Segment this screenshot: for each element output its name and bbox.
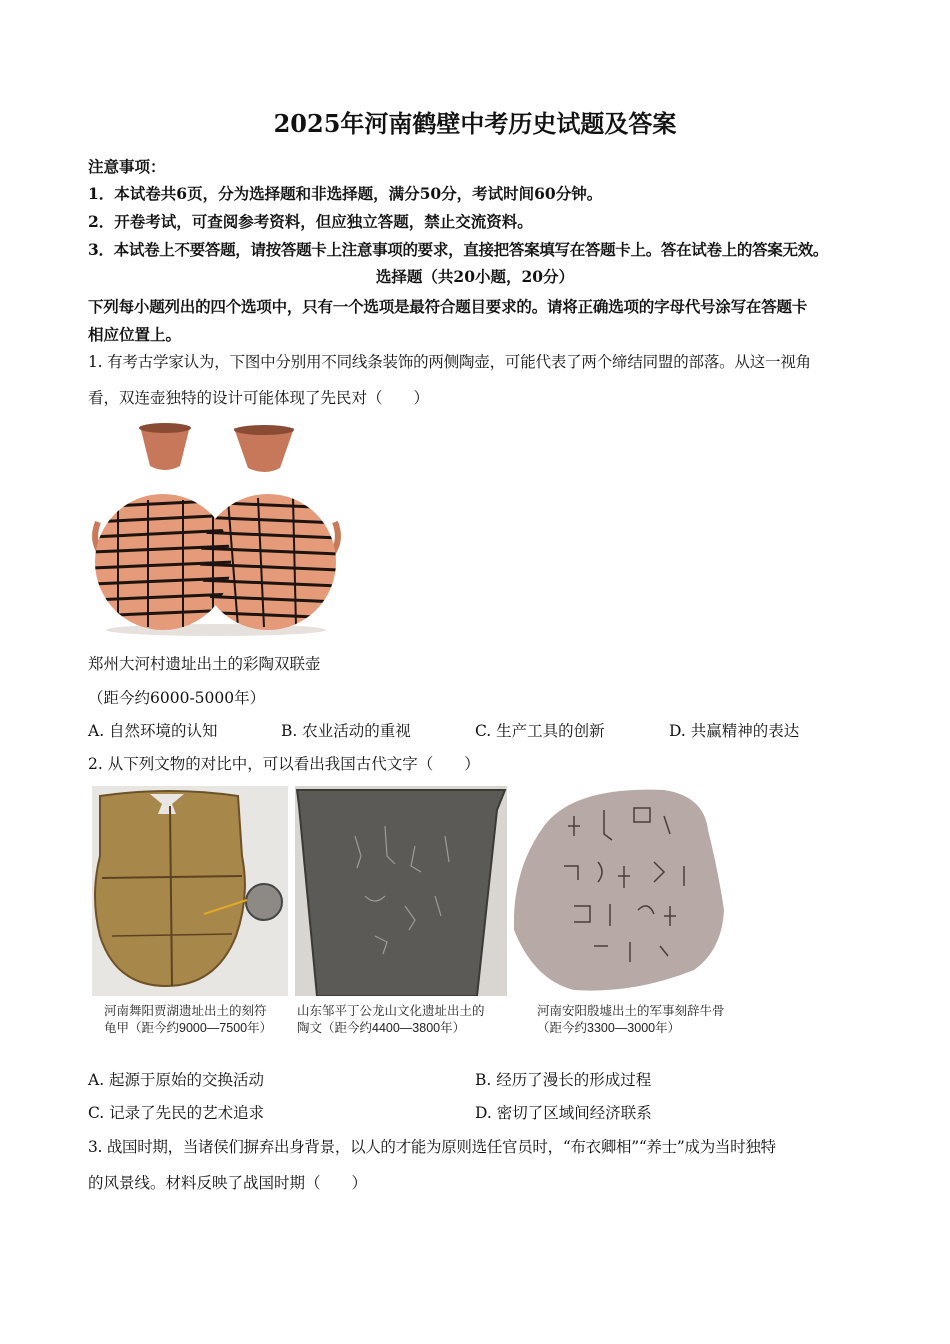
q1-option-b: B. 农业活动的重视 [281, 722, 411, 740]
oracle-bone-image [514, 786, 732, 996]
pottery-shard-caption-date: 陶文（距今约4400—3800年） [297, 1021, 466, 1035]
q2-option-b: B. 经历了漫长的形成过程 [475, 1071, 652, 1089]
q2-stem: 2. 从下列文物的对比中，可以看出我国古代文字（ ） [88, 755, 480, 773]
oracle-bone-caption: 河南安阳殷墟出土的军事刻辞牛骨 [537, 1004, 725, 1018]
q2-option-c: C. 记录了先民的艺术追求 [88, 1104, 265, 1122]
oracle-bone-caption-date: （距今约3300—3000年） [537, 1021, 681, 1035]
section-instruction: 下列每小题列出的四个选项中，只有一个选项是最符合题目要求的。请将正确选项的字母代号涂写在答题卡 [88, 297, 808, 316]
notice-heading: 注意事项： [88, 157, 166, 176]
q1-stem: 1. 有考古学家认为，下图中分别用不同线条装饰的两侧陶壶，可能代表了两个缔结同盟的部落。从这一视角 [88, 353, 811, 371]
notice-item: 2．开卷考试，可查阅参考资料，但应独立答题，禁止交流资料。 [88, 212, 533, 231]
q1-option-c: C. 生产工具的创新 [475, 722, 605, 740]
q3-stem: 3. 战国时期，当诸侯们摒弃出身背景，以人的才能为原则选任官员时，“布衣卿相”“养士”成为当时独特 [88, 1138, 776, 1156]
q1-image-caption: 郑州大河村遗址出土的彩陶双联壶 [88, 655, 321, 673]
section-heading: 选择题（共20小题，20分） [375, 267, 575, 286]
pottery-shard-image [295, 786, 507, 996]
q1-option-d: D. 共赢精神的表达 [669, 722, 800, 740]
q2-option-d: D. 密切了区域间经济联系 [475, 1104, 652, 1122]
q1-stem-cont: 看，双连壶独特的设计可能体现了先民对（ ） [88, 389, 430, 407]
notice-item: 1．本试卷共6页，分为选择题和非选择题，满分50分，考试时间60分钟。 [88, 184, 603, 203]
q3-stem-cont: 的风景线。材料反映了战国时期（ ） [88, 1174, 368, 1192]
q1-option-a: A. 自然环境的认知 [88, 722, 218, 740]
tortoise-shell-caption-date: 龟甲（距今约9000—7500年） [104, 1021, 273, 1035]
tortoise-shell-image [92, 786, 288, 996]
section-instruction-cont: 相应位置上。 [88, 325, 182, 344]
q1-image-caption-date: （距今约6000-5000年） [88, 689, 266, 707]
pottery-shard-caption: 山东邹平丁公龙山文化遗址出土的 [297, 1004, 485, 1018]
tortoise-shell-caption: 河南舞阳贾湖遗址出土的刻符 [104, 1004, 267, 1018]
page-title: 2025年河南鹤壁中考历史试题及答案 [273, 109, 677, 138]
double-pot-image [88, 422, 346, 637]
q2-option-a: A. 起源于原始的交换活动 [88, 1071, 265, 1089]
notice-item: 3．本试卷上不要答题，请按答题卡上注意事项的要求，直接把答案填写在答题卡上。答在试卷上的答案无效。 [88, 240, 829, 259]
